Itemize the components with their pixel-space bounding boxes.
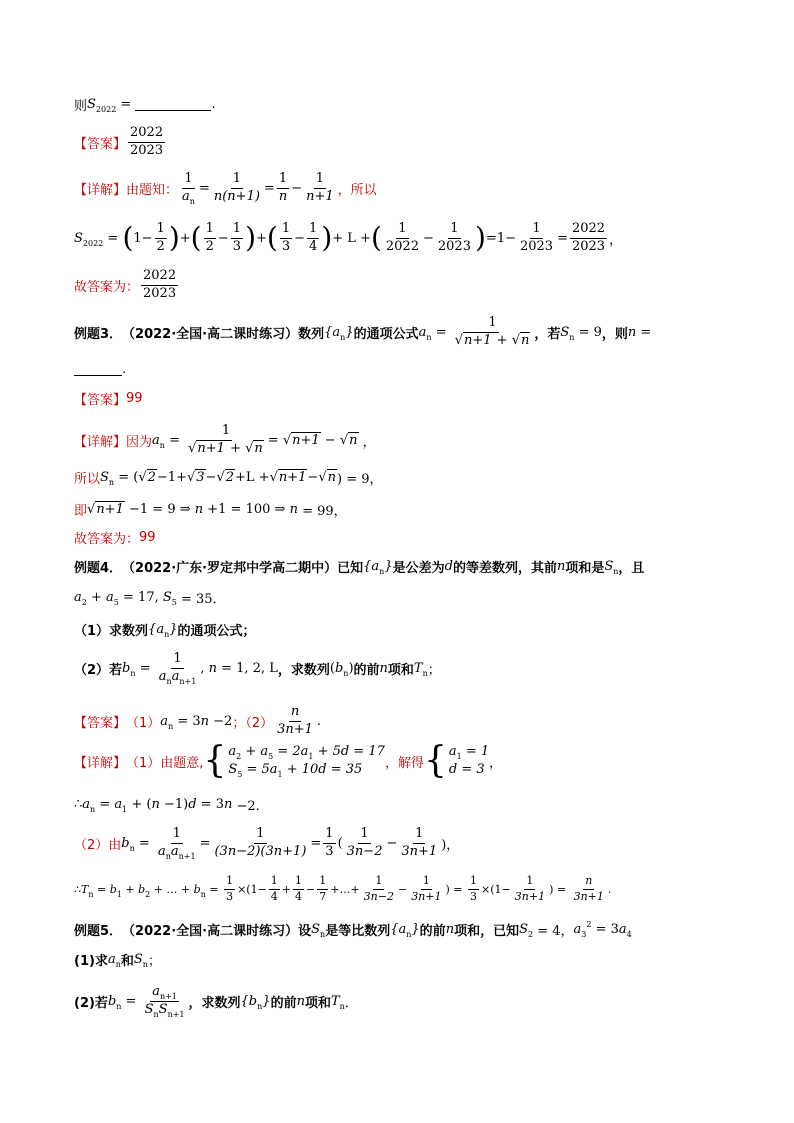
- detail-3: 【详解】 因为 $a_n$ = $\frac{1}{√n+1 + √n}$ = √n+1 − √n ，: [74, 423, 376, 456]
- detail-4: 【详解】 （1）由题意, { $a_2 + a_5 = 2a_1 + 5d = 17$ $S_5 = 5a_1 + 10d = 35$ ，解得 { $a_1 = 1$ d = 3 ，: [74, 740, 503, 781]
- line-s2022-blank: 则 $S_{2022}$ = .: [74, 97, 216, 114]
- detail-4-tn: ∴ $T_n = b_1 + b_2$ + … + $b_n$ = $\frac{1}{3}$ ×(1− $\frac{1}{4}$ + $\frac{1}{4}$ − $\frac{1}{7}$ +…+ $\frac{1}{3n-2}$ − $\frac{1}{3n+1}$ ) = $\frac{1}{3}$ ×(1− $\frac{1}{3n+1}$ ) = $\frac{n}{3n+1}$ .: [74, 874, 612, 903]
- answer-blank: [135, 98, 211, 111]
- answer-blank: [74, 363, 122, 376]
- example-5-q2: (2)若 $b_n$ = $\frac{a_{n+1}}{S_nS_{n+1}}$ ，求数列 $\{b_n\}$ 的前 n 项和 $T_n$ ．: [74, 984, 358, 1019]
- answer-4: 【答案】 （1） $a_n$ = 3 n −2 ；（2） $\frac{n}{3n+1}$ .: [74, 704, 322, 737]
- example-3-title: 例题3． （2022·全国·高二课时练习） 数列 $\{a_n\}$ 的通项公式 $a_n$ = $\frac{1}{√n+1 + √n}$ ，若 $S_n$ = 9 ，则 n =: [74, 315, 652, 348]
- example-3-blank: .: [74, 362, 126, 377]
- text-ze: 则: [74, 99, 88, 114]
- example-5-title: 例题5． （2022·全国·高二课时练习） 设 $S_n$ 是等比数列 $\{a_n\}$ 的前 n 项和，已知 $S_2$ = 4， $a_3^2$ = 3 $a_4$: [74, 920, 632, 939]
- final-answer-3: 故答案为： 99: [74, 530, 156, 547]
- example-4-title: 例题4． （2022·广东·罗定邦中学高二期中） 已知 $\{a_n\}$ 是公差为 d 的等差数列，其前 n 项和是 $S_n$ ，且: [74, 559, 645, 576]
- example-4-q1: （1）求数列 $\{a_n\}$ 的通项公式；: [74, 622, 256, 639]
- detail-4-bn: （2）由 $b_n$ = $\frac{1}{a_na_{n+1}}$ = $\frac{1}{(3n-2)(3n+1)}$ = $\frac{1}{3}$ ( $\frac{1}{3n-2}$ − $\frac{1}{3n+1}$ )，: [74, 826, 460, 861]
- answer-3: 【答案】 99: [74, 391, 143, 408]
- answer-tag: 【答案】: [74, 136, 127, 152]
- detail-tag: 【详解】: [74, 182, 127, 198]
- example-5-q1: (1)求 $a_n$ 和 $S_n$ ；: [74, 952, 161, 969]
- detail-3-solve: 即 √n+1 −1 = 9 ⇒ n +1 = 100 ⇒ n = 99，: [74, 502, 347, 519]
- answer-1: [74, 126, 167, 159]
- math-s2022: $S_{2022}$: [87, 97, 117, 114]
- answer-fraction: $\frac{2022}{2023}$: [130, 125, 164, 158]
- detail-1: 【详解】 由题知： $\frac{1}{a_n}$ = $\frac{1}{n(n+1)}$ = $\frac{1}{n}$ − $\frac{1}{n+1}$ ，所以: [74, 171, 377, 206]
- example-4-condition: $a_2$ + $a_5$ = 17, $S_5$ = 35．: [74, 590, 226, 607]
- detail-4-general-term: ∴ $a_n$ = $a_1$ + ( n −1) d = 3 n −2．: [74, 797, 269, 814]
- final-answer-1: 故答案为： $\frac{2022}{2023}$: [74, 268, 177, 301]
- example-4-q2: （2）若 $b_n$ = $\frac{1}{a_na_{n+1}}$ , n = 1, 2, L ，求数列 ( $b_n$ ) 的前 n 项和 $T_n$ ；: [74, 651, 441, 686]
- telescoping-sum: $S_{2022}$ = ( 1− $\frac{1}{2}$ ) + ( $\frac{1}{2}$ − $\frac{1}{3}$ ) + ( $\frac{1}{3}$ − $\frac{1}{4}$ ) + L + ( $\frac{1}{2022}$ − $\frac{1}{2023}$ ) =1− $\frac{1}{2023}$ = $\frac{2022}{2023}$ ，: [74, 221, 623, 255]
- detail-3-sum: 所以 $S_n$ = ( √2 −1+ √3 − √2 +L + √n+1 − √n ) = 9，: [74, 470, 383, 487]
